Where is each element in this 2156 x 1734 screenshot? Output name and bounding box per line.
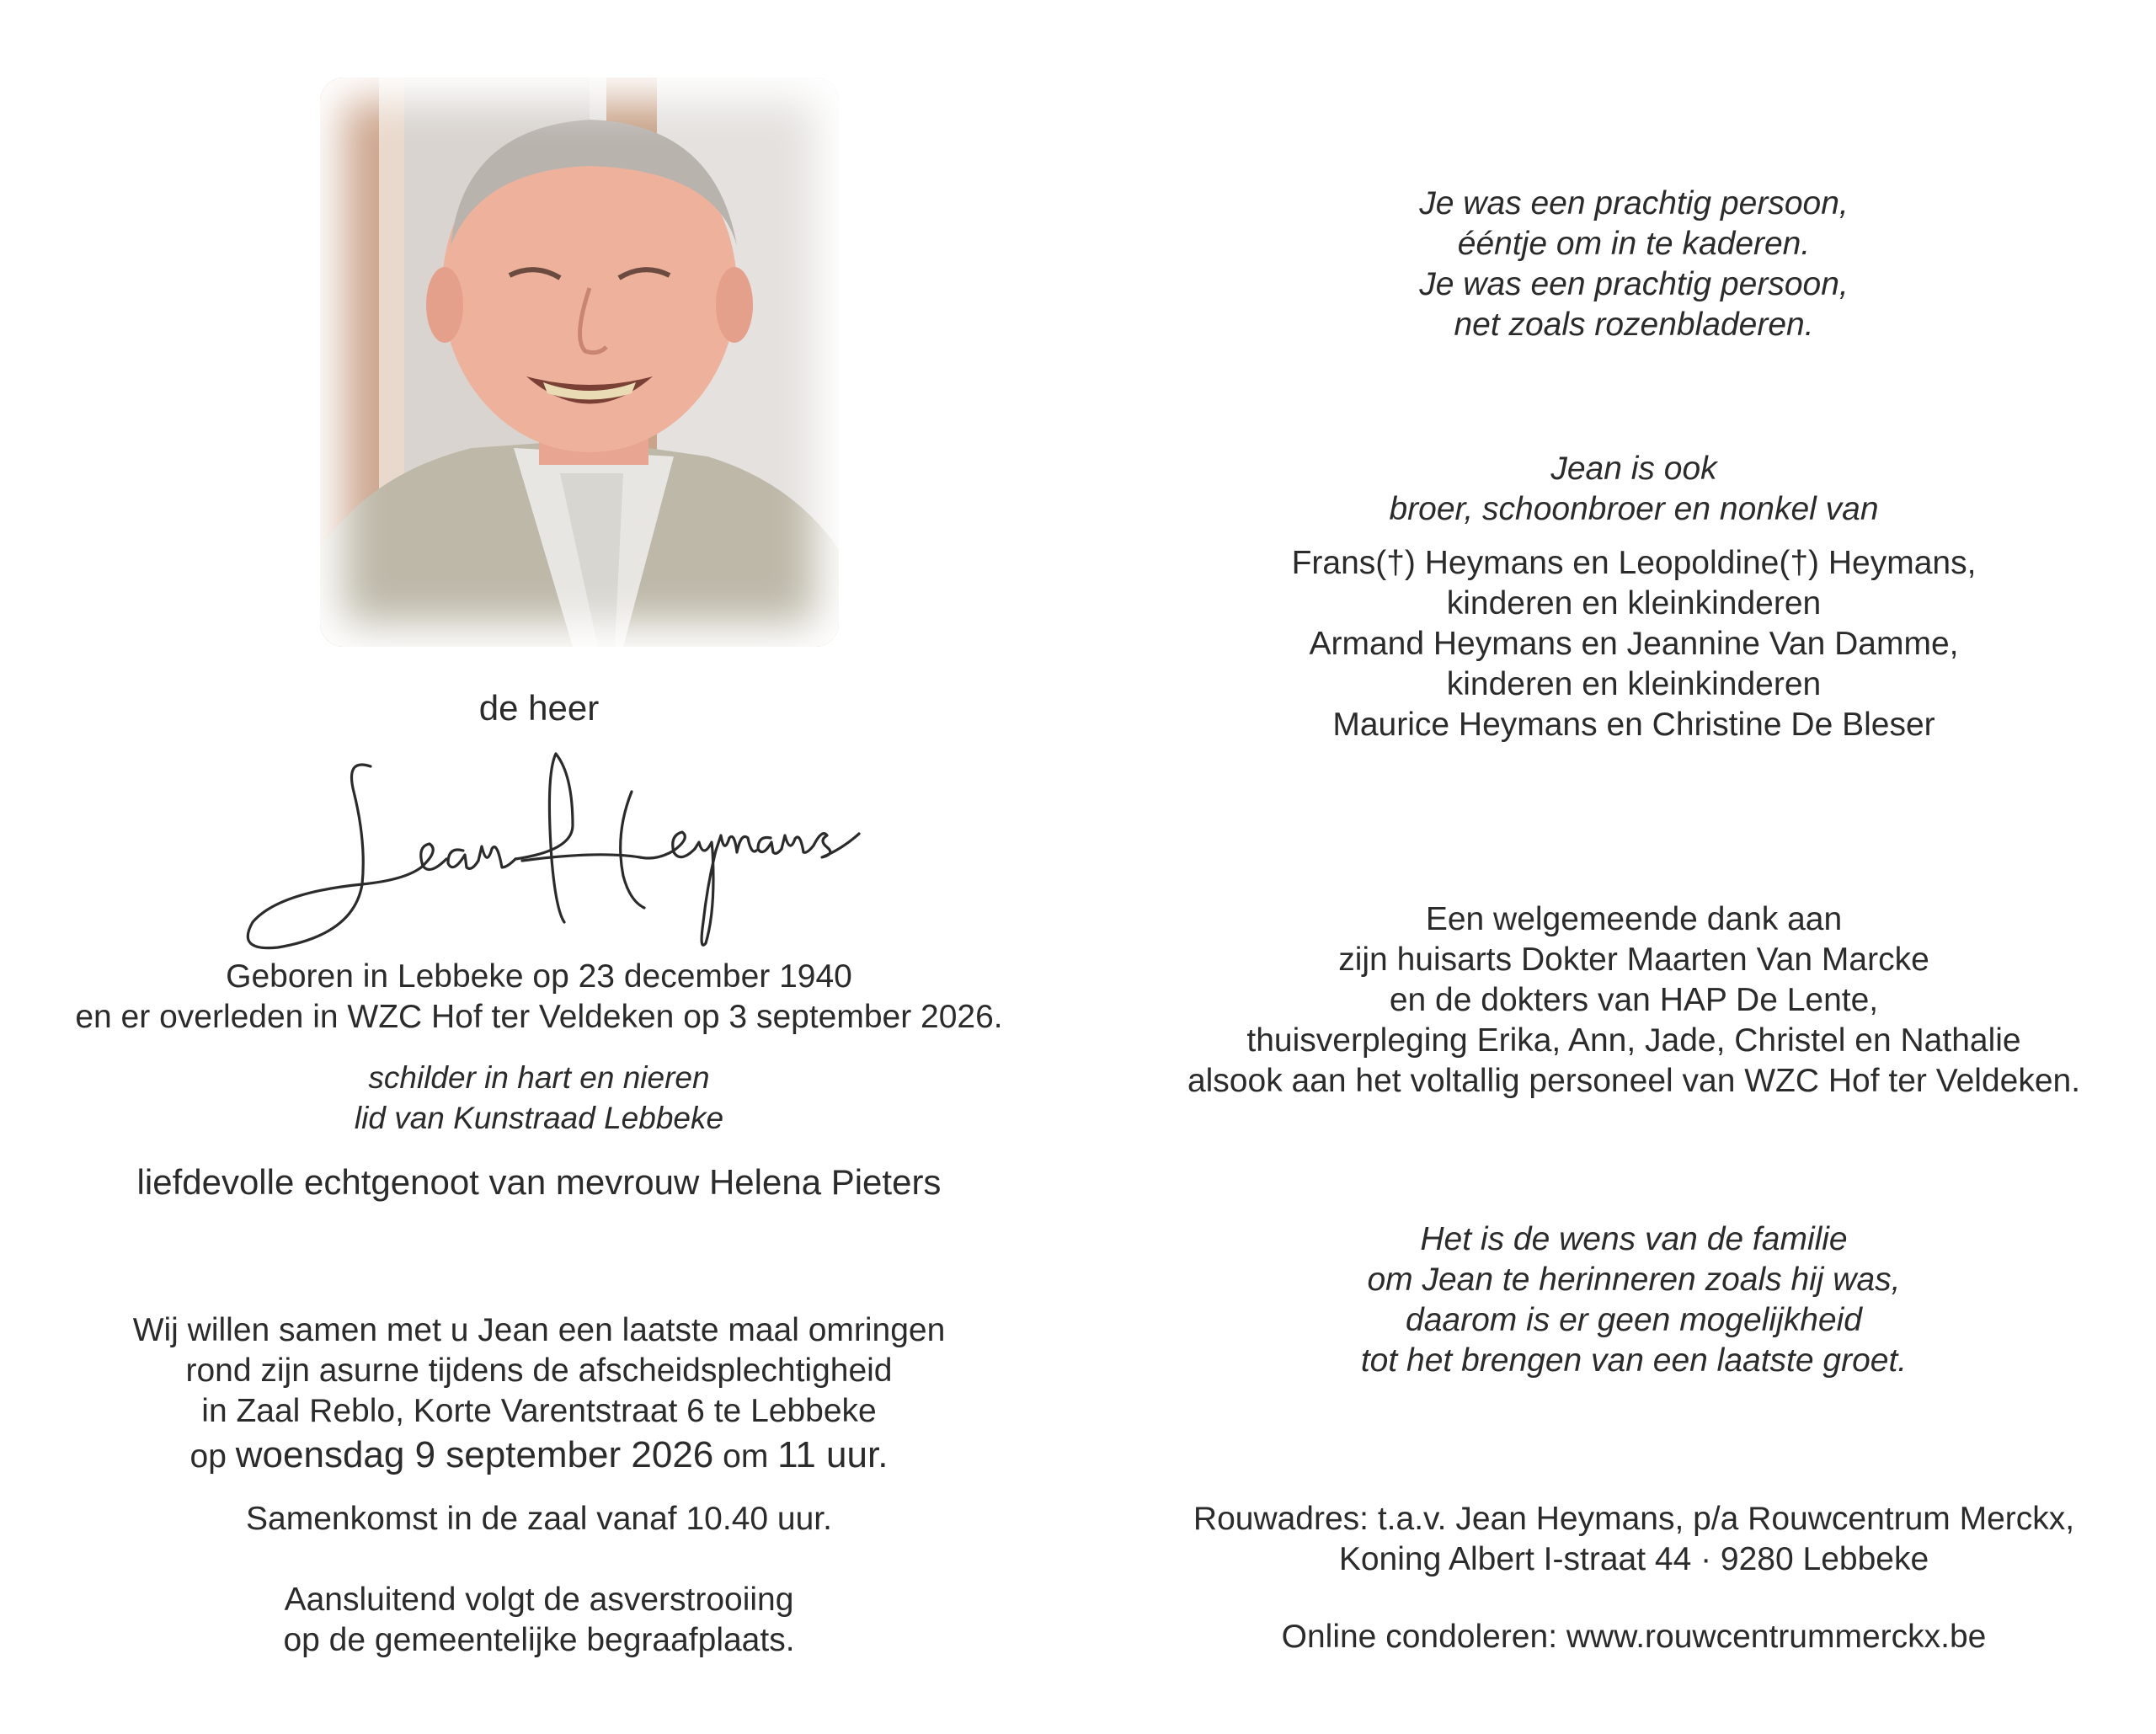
birth-death-details bbox=[34, 957, 1044, 1038]
mourning-address bbox=[1145, 1499, 2122, 1580]
photo-vignette bbox=[320, 77, 839, 647]
wish-line: Het is de wens van de familie bbox=[1420, 1221, 1848, 1257]
role-line: schilder in hart en nieren bbox=[368, 1060, 710, 1095]
burial-line: op de gemeentelijke begraafplaats. bbox=[283, 1622, 795, 1658]
wish-line: om Jean te herinneren zoals hij was, bbox=[1367, 1262, 1901, 1298]
title-prefix: de heer bbox=[478, 688, 600, 728]
portrait-photo bbox=[320, 77, 839, 647]
poem-line: Je was een prachtig persoon, bbox=[1419, 185, 1849, 221]
family-list bbox=[1145, 543, 2122, 745]
thanks-block bbox=[1145, 899, 2122, 1102]
role-line: lid van Kunstraad Lebbeke bbox=[354, 1101, 724, 1135]
family-member-line: kinderen en kleinkinderen bbox=[1446, 666, 1822, 702]
ceremony-time: 11 uur. bbox=[777, 1434, 889, 1475]
spouse-line: liefdevolle echtgenoot van mevrouw Helena Pieters bbox=[136, 1162, 942, 1202]
ceremony-date-line bbox=[34, 1432, 1044, 1481]
poem-line: net zoals rozenbladeren. bbox=[1454, 307, 1814, 343]
thanks-line: en de dokters van HAP De Lente, bbox=[1389, 982, 1879, 1018]
family-intro-line: broer, schoonbroer en nonkel van bbox=[1389, 491, 1879, 527]
address-line: Koning Albert I-straat 44 · 9280 Lebbeke bbox=[1338, 1541, 1929, 1577]
online-condolence-link[interactable]: Online condoleren: www.rouwcentrummerckx.be bbox=[1281, 1619, 1987, 1655]
roles-block bbox=[34, 1058, 1044, 1139]
thanks-line: alsook aan het voltallig personeel van WZC Hof ter Veldeken. bbox=[1187, 1063, 2081, 1099]
family-intro bbox=[1145, 449, 2122, 530]
address-line: Rouwadres: t.a.v. Jean Heymans, p/a Rouwcentrum Merckx, bbox=[1193, 1501, 2075, 1537]
ceremony-line: Wij willen samen met u Jean een laatste maal omringen bbox=[132, 1312, 946, 1348]
wish-line: tot het brengen van een laatste groet. bbox=[1360, 1342, 1908, 1379]
death-line: en er overleden in WZC Hof ter Veldeken op 3 september 2026. bbox=[75, 999, 1003, 1035]
wish-line: daarom is er geen mogelijkheid bbox=[1406, 1302, 1862, 1338]
ceremony-line: in Zaal Reblo, Korte Varentstraat 6 te Lebbeke bbox=[201, 1393, 877, 1429]
birth-line: Geboren in Lebbeke op 23 december 1940 bbox=[226, 958, 852, 995]
poem-line: ééntje om in te kaderen. bbox=[1457, 226, 1811, 262]
family-member-line: kinderen en kleinkinderen bbox=[1446, 585, 1822, 622]
ceremony-block bbox=[34, 1310, 1044, 1481]
burial-block bbox=[34, 1580, 1044, 1661]
ceremony-date: woensdag 9 september 2026 bbox=[235, 1434, 714, 1475]
thanks-line: Een welgemeende dank aan bbox=[1425, 901, 1843, 937]
thanks-line: zijn huisarts Dokter Maarten Van Marcke bbox=[1338, 942, 1929, 978]
name-signature bbox=[219, 741, 910, 960]
gathering-line: Samenkomst in de zaal vanaf 10.40 uur. bbox=[246, 1501, 832, 1537]
ceremony-time-prefix: om bbox=[723, 1438, 769, 1475]
family-wish-block bbox=[1145, 1219, 2122, 1381]
ceremony-line: rond zijn asurne tijdens de afscheidsplechtigheid bbox=[185, 1353, 893, 1389]
burial-line: Aansluitend volgt de asverstrooiing bbox=[284, 1582, 794, 1618]
family-intro-line: Jean is ook bbox=[1550, 451, 1717, 487]
ceremony-date-prefix: op bbox=[189, 1438, 227, 1475]
poem-line: Je was een prachtig persoon, bbox=[1419, 266, 1849, 302]
family-member-line: Frans(†) Heymans en Leopoldine(†) Heymans, bbox=[1291, 545, 1977, 581]
family-member-line: Maurice Heymans en Christine De Bleser bbox=[1332, 707, 1935, 743]
thanks-line: thuisverpleging Erika, Ann, Jade, Christel en Nathalie bbox=[1246, 1022, 2021, 1059]
family-member-line: Armand Heymans en Jeannine Van Damme, bbox=[1309, 626, 1959, 662]
poem-block bbox=[1145, 184, 2122, 345]
